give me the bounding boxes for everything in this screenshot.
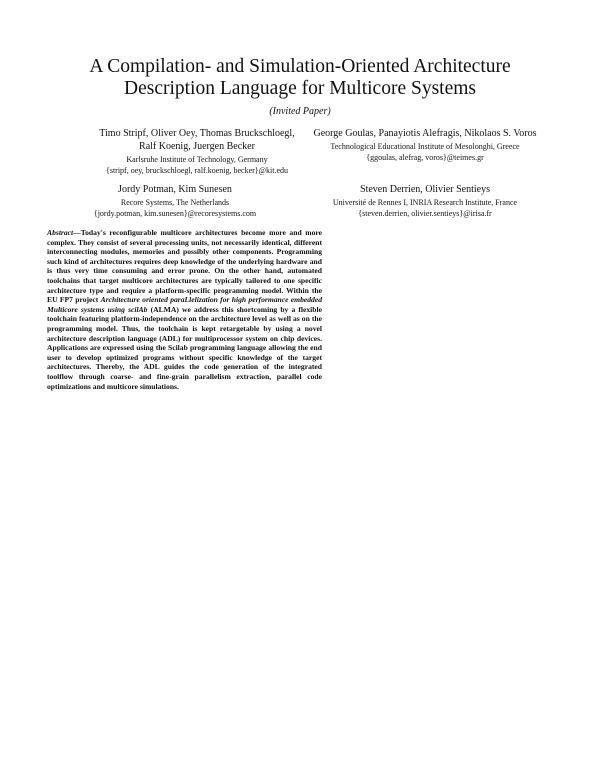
abstract-project-name: Architecture oriented paraLlelization for high performance embedded Multicore systems using scilAb (47, 295, 323, 314)
title-line-2: Description Language for Multicore Systems (124, 78, 476, 99)
author-names: Timo Stripf, Oliver Oey, Thomas Bruckschloegl, (99, 128, 295, 139)
author-emails: {stripf, oey, bruckschloegl, ralf.koenig, becker}@kit.edu (105, 166, 289, 175)
author-block-recore (60, 183, 290, 219)
author-institution: Technological Educational Institute of Mesolonghi, Greece (330, 142, 520, 151)
paper-title (0, 56, 600, 100)
author-emails: {ggoulas, alefrag, voros}@teimes.gr (366, 153, 484, 162)
author-names-cont: Ralf Koenig, Juergen Becker (139, 141, 255, 152)
author-names: George Goulas, Panayiotis Alefragis, Nikolaos S. Voros (313, 128, 537, 139)
author-emails: {jordy.potman, kim.sunesen}@recoresystems.com (93, 209, 257, 218)
author-institution: Karlsruhe Institute of Technology, Germany (126, 155, 268, 164)
invited-paper-note: (Invited Paper) (269, 106, 331, 117)
title-line-1: A Compilation- and Simulation-Oriented Architecture (89, 56, 511, 77)
abstract-text-part-2: (ALMA) we address this shortcoming by a flexible toolchain featuring platform-independence on the architecture level as well as on the programming model. Thus, the toolchain is kept retargetable by using a novel architecture description language (ADL) for multiprocessor system on chip devices. Applications are expressed using the Scilab programming language allowing the end user to develop optimized programs without specific knowledge of the target architectures. Thereby, the ADL guides the code generation of the integrated toolflow through coarse- and fine-grain parallelism extraction, parallel code optimizations and multicore simulations. (47, 304, 322, 391)
author-institution: Université de Rennes I, INRIA Research Institute, France (332, 198, 518, 207)
author-institution: Recore Systems, The Netherlands (120, 198, 230, 207)
abstract (47, 228, 322, 391)
abstract-text-part-1: —Today's reconfigurable multicore architectures become more and more complex. They consist of several processing units, not necessarily identical, different interconnecting modules, memories and possibly other components. Programming such kind of architectures requires deep knowledge of the underlying hardware and is thus very time consuming and error prone. On the other hand, automated toolchains that target multicore architectures are typically tailored to one specific architecture type and require a platform-specific programming model. Within the EU FP7 project (47, 228, 322, 305)
author-block-inria (290, 183, 560, 219)
author-emails: {steven.derrien, olivier.sentieys}@irisa.fr (358, 209, 492, 218)
author-block-teimes (280, 127, 570, 163)
abstract-label: Abstract (47, 228, 74, 237)
author-names: Jordy Potman, Kim Sunesen (118, 184, 232, 195)
author-names: Steven Derrien, Olivier Sentieys (360, 184, 490, 195)
